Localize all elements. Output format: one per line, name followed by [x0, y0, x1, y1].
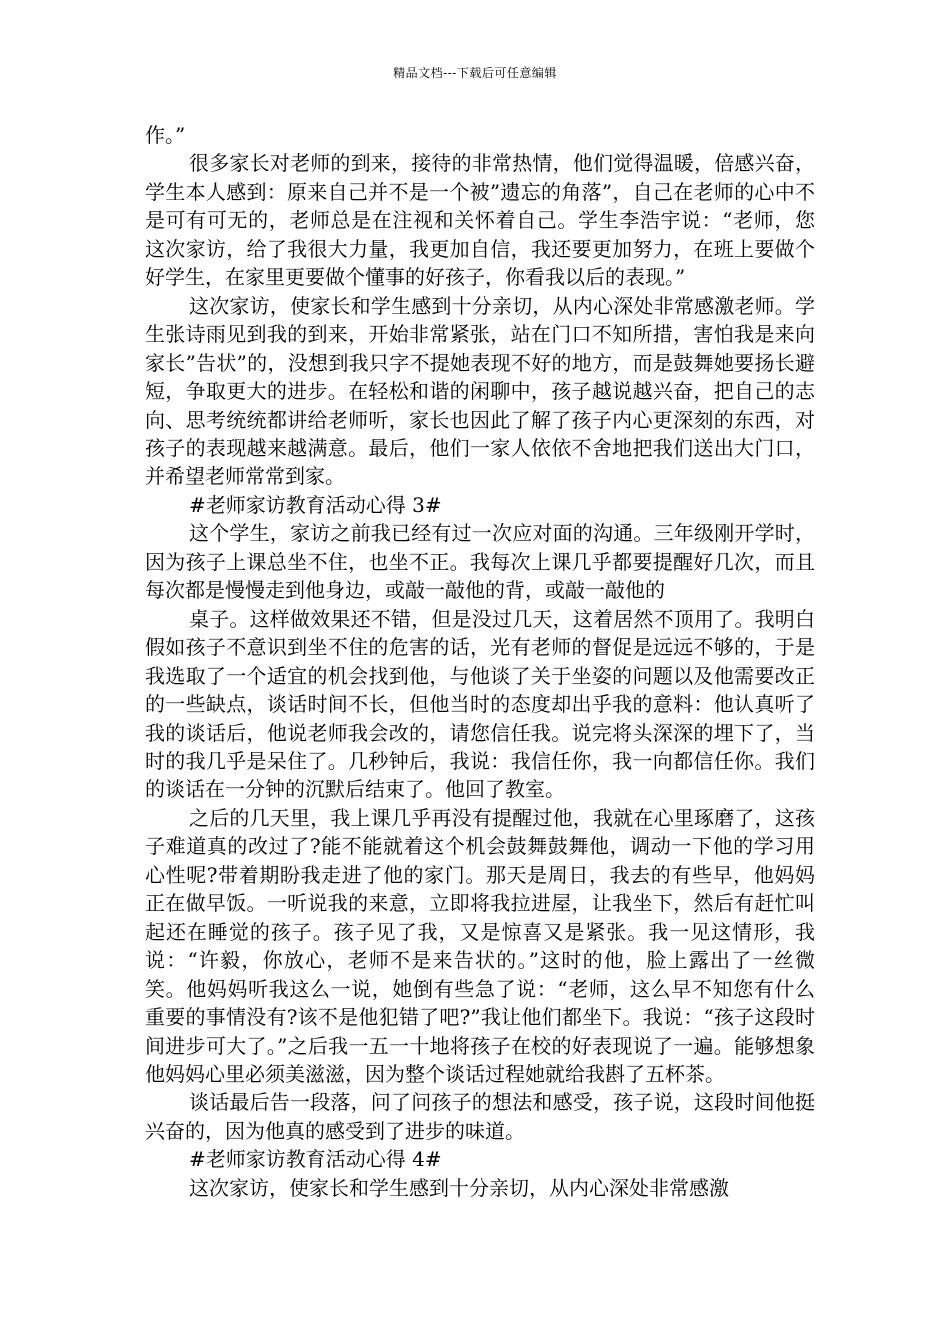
paragraph: 谈话最后告一段落，问了问孩子的想法和感受，孩子说，这段时间他挺兴奋的，因为他真的感受到了进步的味道。 — [145, 1090, 815, 1143]
paragraph: 之后的几天里，我上课几乎再没有提醒过他，我就在心里琢磨了，这孩子难道真的改过了?能不能就着这个机会鼓舞鼓舞他，调动一下他的学习用心性呢?带着期盼我走进了他的家门。那天是周日，我去的有些早，他妈妈正在做早饭。一听说我的来意，立即将我拉进屋，让我坐下，然后有赶忙叫起还在睡觉的孩子。孩子见了我，又是惊喜又是紧张。我一见这情形，我说：“许毅，你放心，老师不是来告状的。”这时的他，脸上露出了一丝微笑。他妈妈听我这么一说，她倒有些急了说：“老师，这么早不知您有什么重要的事情没有?该不是他犯错了吧?”我让他们都坐下。我说：“孩子这段时间进步可大了。”之后我一五一十地将孩子在校的好表现说了一遍。能够想象他妈妈心里必须美滋滋，因为整个谈话过程她就给我斟了五杯茶。 — [145, 805, 815, 1086]
section-heading: #老师家访教育活动心得 3# — [189, 492, 442, 517]
paragraph: 这次家访，使家长和学生感到十分亲切，从内心深处非常感激 — [189, 1175, 729, 1200]
document-body — [145, 121, 815, 1202]
paragraph: 这次家访，使家长和学生感到十分亲切，从内心深处非常感激老师。学生张诗雨见到我的到来，开始非常紧张，站在门口不知所措，害怕我是来向家长”告状”的，没想到我只字不提她表现不好的地方，而是鼓舞她要扬长避短，争取更大的进步。在轻松和谐的闲聊中，孩子越说越兴奋，把自己的志向、思考统统都讲给老师听，家长也因此了解了孩子内心更深刻的东西，对孩子的表现越来越满意。最后，他们一家人依依不舍地把我们送出大门口，并希望老师常常到家。 — [145, 293, 815, 489]
page-header: 精品文档---下载后可任意编辑 — [393, 66, 557, 80]
paragraph: 这个学生，家访之前我已经有过一次应对面的沟通。三年级刚开学时，因为孩子上课总坐不住，也坐不正。我每次上课几乎都要提醒好几次，而且每次都是慢慢走到他身边，或敲一敲他的背，或敲一敲他的 — [145, 521, 815, 603]
paragraph: 作。” — [145, 123, 186, 147]
paragraph: 桌子。这样做效果还不错，但是没过几天，这着居然不顶用了。我明白假如孩子不意识到坐不住的危害的话，光有老师的督促是远远不够的，于是我选取了一个适宜的机会找到他，与他谈了关于坐姿的问题以及他需要改正的一些缺点，谈话时间不长，但他当时的态度却出乎我的意料：他认真听了我的谈话后，他说老师我会改的，请您信任我。说完将头深深的埋下了，当时的我几乎是呆住了。几秒钟后，我说：我信任你，我一向都信任你。我们的谈话在一分钟的沉默后结束了。他回了教室。 — [145, 606, 815, 802]
section-heading: #老师家访教育活动心得 4# — [189, 1147, 442, 1172]
paragraph: 很多家长对老师的到来，接待的非常热情，他们觉得温暖，倍感兴奋，学生本人感到：原来自己并不是一个被”遗忘的角落”，自己在老师的心中不是可有可无的，老师总是在注视和关怀着自己。学生李浩宇说：“老师，您这次家访，给了我很大力量，我更加自信，我还要更加努力，在班上要做个好学生，在家里更要做个懂事的好孩子，你看我以后的表现。” — [145, 151, 815, 290]
